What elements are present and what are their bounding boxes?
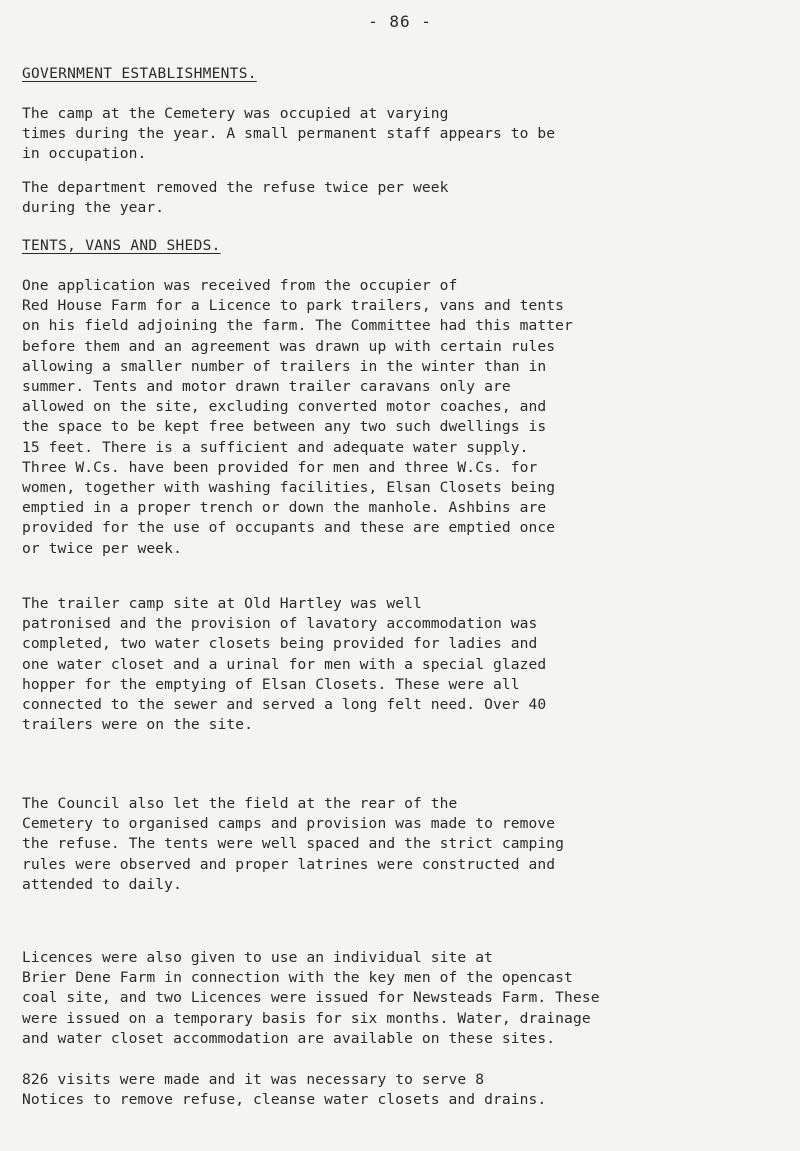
paragraph-brier-dene-farm: Licences were also given to use an individual site at Brier Dene Farm in connection with the key men of the opencast coal site, and two Licences were issued for Newsteads Farm. These were issued on a temporary basis for six months. Water, drainage and water closet accommodation are available on these sites.: [22, 949, 600, 1047]
page-number: - 86 -: [368, 12, 432, 31]
paragraph-visits-notices: 826 visits were made and it was necessary to serve 8 Notices to remove refuse, cleanse water closets and drains.: [22, 1071, 547, 1109]
heading-tents-vans-sheds: TENTS, VANS AND SHEDS.: [22, 238, 221, 254]
paragraph-refuse-removal: The department removed the refuse twice per week during the year.: [22, 179, 449, 217]
heading-government-establishments: GOVERNMENT ESTABLISHMENTS.: [22, 66, 257, 82]
paragraph-cemetery-camp: The camp at the Cemetery was occupied at varying times during the year. A small permanent staff appears to be in occupation.: [22, 105, 556, 163]
paragraph-cemetery-field: The Council also let the field at the rear of the Cemetery to organised camps and provision was made to remove the refuse. The tents were well spaced and the strict camping rules were observed and proper latrines were constructed and attended to daily.: [22, 795, 565, 893]
paragraph-red-house-farm: One application was received from the occupier of Red House Farm for a Licence to park trailers, vans and tents on his field adjoining the farm. The Committee had this matter before them and an agreement was drawn up with certain rules allowing a smaller number of trailers in the winter than in summer. Tents and motor drawn trailer caravans only are allowed on the site, excluding converted motor coaches, and the space to be kept free between any two such dwellings is 15 feet. There is a sufficient and adequate water supply. Three W.Cs. have been provided for men and three W.Cs. for women, together with washing facilities, Elsan Closets being emptied in a proper trench or down the manhole. Ashbins are provided for the use of occupants and these are emptied once or twice per week.: [22, 277, 573, 557]
paragraph-old-hartley: The trailer camp site at Old Hartley was well patronised and the provision of lavatory accommodation was completed, two water closets being provided for ladies and one water closet and a urinal for men with a special glazed hopper for the emptying of Elsan Closets. These were all connected to the sewer and served a long felt need. Over 40 trailers were on the site.: [22, 595, 547, 734]
